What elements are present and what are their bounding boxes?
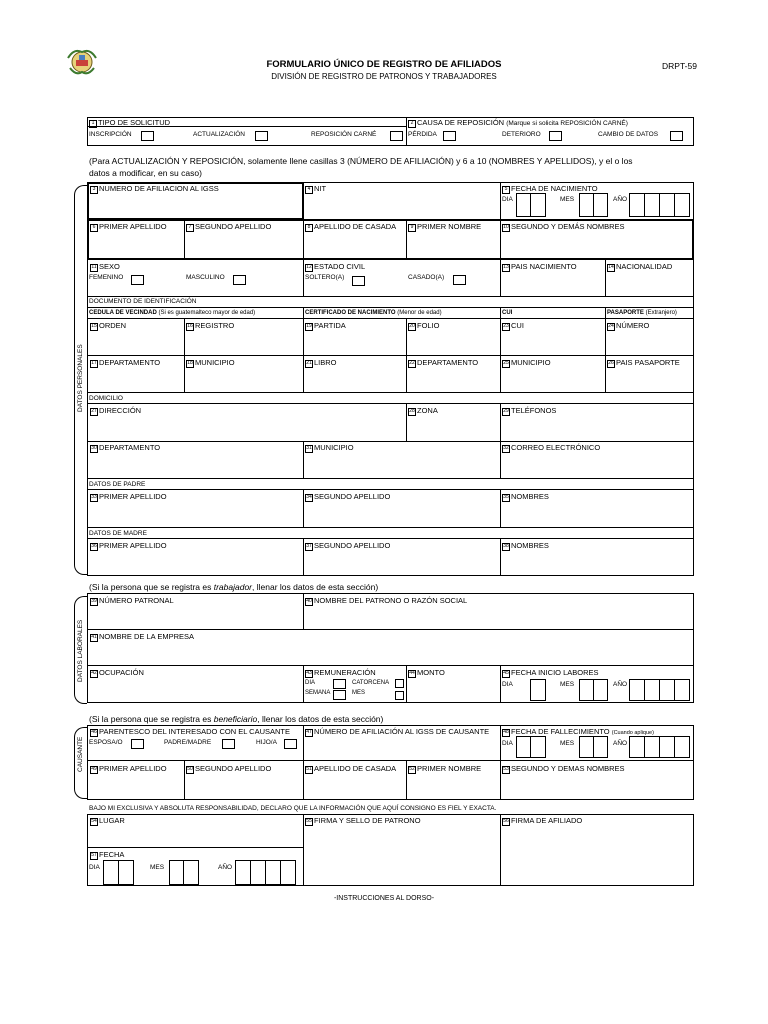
actualizacion-label: ACTUALIZACIÓN [193, 131, 246, 138]
igss-logo [64, 46, 100, 78]
inicio-dia-boxes[interactable] [530, 679, 546, 701]
pais-nacimiento-field[interactable]: 13 PAIS NACIMIENTO [503, 262, 577, 271]
ocupacion-field[interactable]: 42 OCUPACIÓN [91, 668, 144, 677]
fecha-label: FECHA [99, 850, 125, 859]
casado-checkbox[interactable] [453, 275, 466, 285]
datos-personales-side-label: DATOS PERSONALES [77, 344, 84, 412]
cambio-label: CAMBIO DE DATOS [598, 131, 659, 138]
correo-field[interactable]: 32 CORREO ELECTRÓNICO [503, 443, 601, 452]
nombre-patrono-field[interactable]: 40 NOMBRE DEL PATRONO O RAZÓN SOCIAL [306, 596, 468, 605]
folio-field[interactable]: 20 FOLIO [409, 321, 440, 330]
zona-field[interactable]: 28 ZONA [409, 406, 438, 415]
cui-field[interactable]: 23 CUI [503, 321, 524, 330]
datos-padre-label: DATOS DE PADRE [89, 481, 146, 488]
perdida-label: PÉRDIDA [408, 131, 437, 138]
form-subtitle: DIVISIÓN DE REGISTRO DE PATRONOS Y TRABAJADORES [271, 72, 497, 81]
firma-patrono-field[interactable]: 55 FIRMA Y SELLO DE PATRONO [306, 816, 421, 825]
departamento-cedula-field[interactable]: 17 DEPARTAMENTO [91, 358, 161, 367]
inscripcion-label: INSCRIPCIÓN [89, 131, 132, 138]
madre-segundo-apellido-field[interactable]: 37 SEGUNDO APELLIDO [306, 541, 391, 550]
beneficiario-note: (Si la persona que se registra es beneficiario, llenar los datos de esta sección) [89, 714, 384, 724]
direccion-field[interactable]: 27 DIRECCIÓN [91, 406, 142, 415]
actualizacion-checkbox[interactable] [255, 131, 268, 141]
madre-primer-apellido-field[interactable]: 36 PRIMER APELLIDO [91, 541, 167, 550]
madre-nombres-field[interactable]: 38 NOMBRES [503, 541, 549, 550]
departamento-cert-field[interactable]: 22 DEPARTAMENTO [409, 358, 479, 367]
nombre-empresa-field[interactable]: 41 NOMBRE DE LA EMPRESA [91, 632, 195, 641]
footer-instructions: -INSTRUCCIONES AL DORSO- [333, 895, 435, 902]
remuneracion-mes-checkbox[interactable] [395, 691, 404, 700]
form-code: DRPT-59 [662, 61, 697, 71]
padre-primer-apellido-field[interactable]: 33 PRIMER APELLIDO [91, 492, 167, 501]
remuneracion-semana-checkbox[interactable] [333, 690, 346, 700]
tipo-solicitud-label: TIPO DE SOLICITUD [98, 118, 171, 127]
declaracion-text: BAJO MI EXCLUSIVA Y ABSOLUTA RESPONSABILIDAD, DECLARO QUE LA INFORMACIÓN QUE AQUÍ CONSIGNO ES FIEL Y EXACTA. [89, 805, 497, 812]
estado-civil-label: ESTADO CIVIL [314, 262, 366, 271]
municipio-cedula-field[interactable]: 18 MUNICIPIO [187, 358, 235, 367]
departamento-domicilio-field[interactable]: 30 DEPARTAMENTO [91, 443, 161, 452]
nit-field[interactable] [303, 182, 501, 220]
remuneracion-catorcena-checkbox[interactable] [395, 679, 404, 688]
afiliacion-causante-field[interactable]: 47 NÚMERO DE AFILIACIÓN AL IGSS DE CAUSANTE [306, 727, 490, 736]
femenino-checkbox[interactable] [131, 275, 144, 285]
partida-field[interactable]: 19 PARTIDA [306, 321, 346, 330]
telefonos-field[interactable]: 29 TELÉFONOS [503, 406, 557, 415]
parentesco-label: PARENTESCO DEL INTERESADO CON EL CAUSANTE [99, 727, 291, 736]
form-title: FORMULARIO ÚNICO DE REGISTRO DE AFILIADOS [266, 59, 502, 70]
numero-pasaporte-field[interactable]: 24 NÚMERO [608, 321, 650, 330]
padre-segundo-apellido-field[interactable]: 34 SEGUNDO APELLIDO [306, 492, 391, 501]
soltero-checkbox[interactable] [352, 276, 365, 286]
causante-segundo-apellido-field[interactable]: 50 SEGUNDO APELLIDO [187, 764, 272, 773]
instructions-note-2: datos a modificar, en su caso) [89, 168, 202, 178]
perdida-checkbox[interactable] [443, 131, 456, 141]
hijo-checkbox[interactable] [284, 739, 297, 749]
padre-madre-checkbox[interactable] [222, 739, 235, 749]
libro-field[interactable]: 21 LIBRO [306, 358, 337, 367]
instructions-note: (Para ACTUALIZACIÓN Y REPOSICIÓN, solamente llene casillas 3 (NÚMERO DE AFILIACIÓN) y 6 a 10 (NOMBRES Y APELLIDOS), y el o los [89, 156, 633, 166]
cambio-checkbox[interactable] [670, 131, 683, 141]
causante-side-label: CAUSANTE [77, 736, 84, 772]
causante-primer-nombre-field[interactable]: 52 PRIMER NOMBRE [409, 764, 482, 773]
padre-nombres-field[interactable]: 35 NOMBRES [503, 492, 549, 501]
causante-apellido-casada-field[interactable]: 51 APELLIDO DE CASADA [306, 764, 397, 773]
causante-segundo-nombre-field[interactable]: 53 SEGUNDO Y DEMAS NOMBRES [503, 764, 625, 773]
domicilio-label: DOMICILIO [89, 395, 123, 402]
registro-field[interactable]: 16 REGISTRO [187, 321, 235, 330]
nacionalidad-field[interactable]: 14 NACIONALIDAD [608, 262, 673, 271]
sexo-label: SEXO [99, 262, 120, 271]
municipio-cui-field[interactable]: 25 MUNICIPIO [503, 358, 551, 367]
reposicion-checkbox[interactable] [390, 131, 403, 141]
remuneracion-label: REMUNERACIÓN [314, 668, 376, 677]
datos-madre-label: DATOS DE MADRE [89, 530, 147, 537]
documento-identificacion-label: DOCUMENTO DE IDENTIFICACIÓN [89, 298, 197, 305]
deterioro-checkbox[interactable] [549, 131, 562, 141]
firma-afiliado-field[interactable]: 56 FIRMA DE AFILIADO [503, 816, 583, 825]
municipio-domicilio-field[interactable]: 31 MUNICIPIO [306, 443, 354, 452]
monto-field[interactable]: 44 MONTO [409, 668, 445, 677]
causa-label: CAUSA DE REPOSICIÓN [417, 118, 505, 127]
datos-laborales-side-label: DATOS LABORALES [77, 619, 84, 682]
orden-field[interactable]: 15 ORDEN [91, 321, 127, 330]
trabajador-note: (Si la persona que se registra es trabajador, llenar los datos de esta sección) [89, 582, 379, 592]
reposicion-label: REPOSICIÓN CARNÉ [311, 131, 377, 138]
causante-primer-apellido-field[interactable]: 49 PRIMER APELLIDO [91, 764, 167, 773]
lugar-field[interactable]: 54 LUGAR [91, 816, 125, 825]
fecha-fallecimiento-label: FECHA DE FALLECIMIENTO [511, 727, 610, 736]
inscripcion-checkbox[interactable] [141, 131, 154, 141]
pais-pasaporte-field[interactable]: 26 PAIS PASAPORTE [608, 358, 680, 367]
esposo-checkbox[interactable] [131, 739, 144, 749]
remuneracion-dia-checkbox[interactable] [333, 679, 346, 689]
masculino-checkbox[interactable] [233, 275, 246, 285]
numero-patronal-field[interactable]: 39 NÚMERO PATRONAL [91, 596, 174, 605]
deterioro-label: DETERIORO [502, 131, 541, 138]
fecha-inicio-label: FECHA INICIO LABORES [511, 668, 599, 677]
